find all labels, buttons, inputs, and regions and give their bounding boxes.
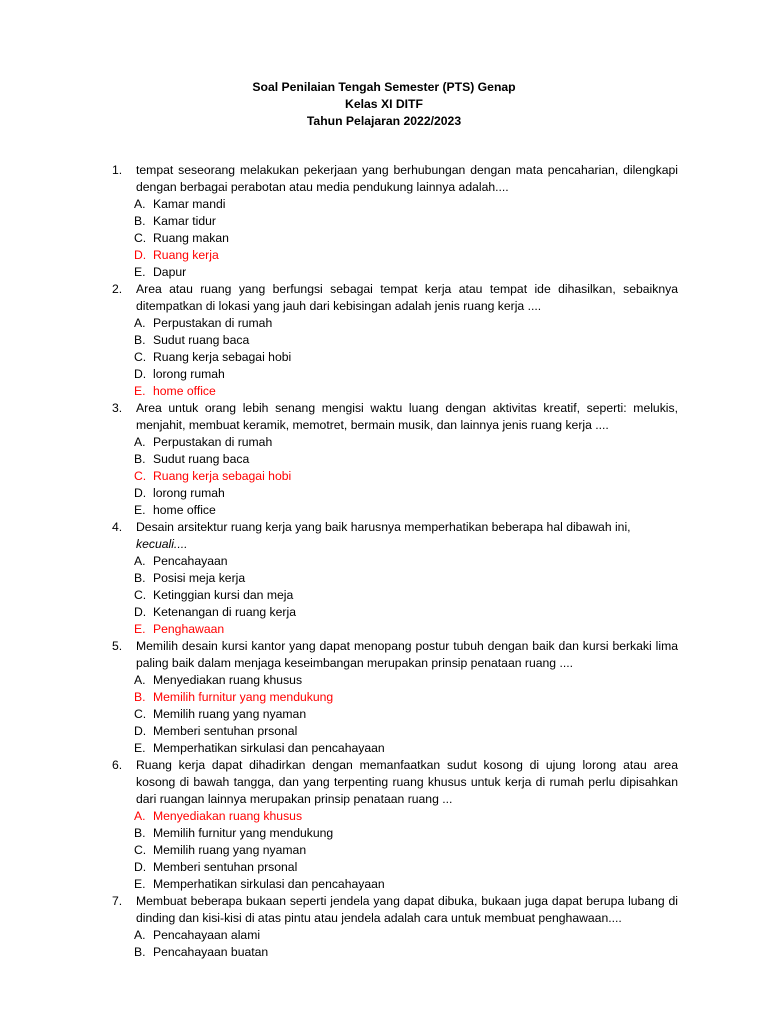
option-list [112,553,678,638]
question-number: 7. [112,894,123,908]
option-item-correct [134,247,678,264]
option-text: Memperhatikan sirkulasi dan pencahayaan [153,741,385,755]
option-text: Pencahayaan alami [153,928,261,942]
option-item [134,723,678,740]
option-letter: E. [134,265,146,279]
option-text: Sudut ruang baca [153,333,250,347]
question-item [112,638,678,757]
option-item [134,740,678,757]
option-item-correct [134,468,678,485]
option-letter: E. [134,877,146,891]
option-item [134,434,678,451]
question-item [112,281,678,400]
question-text-main: Membuat beberapa bukaan seperti jendela yang dapat dibuka, bukaan juga dapat berupa lubang di dinding dan kisi-kisi di atas pintu atau jendela adalah cara untuk membuat penghawaan.... [136,894,678,925]
option-item [134,213,678,230]
option-list [112,672,678,757]
option-letter: A. [134,197,146,211]
option-letter: C. [134,707,147,721]
question-number: 6. [112,758,123,772]
question-text-main: Ruang kerja dapat dihadirkan dengan memanfaatkan sudut kosong di ujung lorong atau area kosong di bawah tangga, dan yang terpenting ruang khusus untuk kerja di rumah perlu dipisahkan dari ruangan lainnya merupakan prinsip penataan ruang ... [136,758,678,806]
option-letter: B. [134,690,146,704]
option-text: Menyediakan ruang khusus [153,809,303,823]
question-text-main: tempat seseorang melakukan pekerjaan yang berhubungan dengan mata pencaharian, dilengkapi dengan berbagai perabotan atau media pendukung lainnya adalah.... [136,163,678,194]
option-letter: A. [134,809,146,823]
option-item [134,502,678,519]
option-item [134,859,678,876]
option-letter: E. [134,741,146,755]
option-text: Penghawaan [153,622,225,636]
question-text-main: Desain arsitektur ruang kerja yang baik harusnya memperhatikan beberapa hal dibawah ini, [136,520,631,534]
option-letter: D. [134,605,147,619]
option-letter: E. [134,503,146,517]
option-item [134,876,678,893]
option-list [112,927,678,961]
option-letter: C. [134,231,147,245]
option-text: Memberi sentuhan prsonal [153,860,298,874]
option-letter: B. [134,214,146,228]
option-letter: B. [134,826,146,840]
question-text [136,162,678,196]
option-text: Pencahayaan buatan [153,945,269,959]
option-text: home office [153,384,216,398]
option-text: Menyediakan ruang khusus [153,673,303,687]
option-item [134,672,678,689]
option-text: Perpustakan di rumah [153,435,273,449]
option-item [134,944,678,961]
option-item [134,927,678,944]
question-text [136,893,678,927]
option-item-correct [134,621,678,638]
option-letter: B. [134,571,146,585]
option-list [112,196,678,281]
option-text: Ketenangan di ruang kerja [153,605,296,619]
option-text: Posisi meja kerja [153,571,246,585]
option-item [134,706,678,723]
question-number: 4. [112,520,123,534]
question-item [112,757,678,893]
option-text: Memilih ruang yang nyaman [153,707,307,721]
header-class: Kelas XI DITF [345,97,423,111]
option-text: Ruang kerja sebagai hobi [153,350,292,364]
option-item-correct [134,808,678,825]
question-item [112,162,678,281]
option-letter: C. [134,843,147,857]
question-number: 5. [112,639,123,653]
option-text: Memperhatikan sirkulasi dan pencahayaan [153,877,385,891]
option-letter: E. [134,384,146,398]
option-item [134,315,678,332]
option-text: Memilih furnitur yang mendukung [153,826,334,840]
option-item [134,570,678,587]
option-letter: A. [134,316,146,330]
option-letter: B. [134,333,146,347]
question-item [112,400,678,519]
question-number: 1. [112,163,123,177]
option-item-correct [134,383,678,400]
question-text [136,638,678,672]
option-text: Memilih ruang yang nyaman [153,843,307,857]
option-list [112,808,678,893]
option-letter: A. [134,673,146,687]
option-item [134,349,678,366]
question-number: 3. [112,401,123,415]
option-text: Perpustakan di rumah [153,316,273,330]
option-letter: C. [134,469,147,483]
option-text: Pencahayaan [153,554,228,568]
option-letter: E. [134,622,146,636]
question-list [112,162,678,961]
option-letter: D. [134,248,147,262]
option-text: Memberi sentuhan prsonal [153,724,298,738]
option-text: lorong rumah [153,486,225,500]
option-list [112,434,678,519]
option-letter: A. [134,928,146,942]
option-item-correct [134,689,678,706]
option-text: Kamar mandi [153,197,226,211]
option-text: Memilih furnitur yang mendukung [153,690,334,704]
question-text [136,757,678,808]
option-item [134,825,678,842]
option-text: Sudut ruang baca [153,452,250,466]
option-letter: C. [134,350,147,364]
question-text [136,281,678,315]
option-text: Ruang kerja sebagai hobi [153,469,292,483]
option-letter: D. [134,724,147,738]
option-item [134,366,678,383]
option-text: Ketinggian kursi dan meja [153,588,294,602]
option-letter: B. [134,452,146,466]
question-text [136,519,678,553]
option-item [134,196,678,213]
option-list [112,315,678,400]
option-text: Ruang makan [153,231,229,245]
option-item [134,230,678,247]
option-item [134,553,678,570]
option-text: Kamar tidur [153,214,216,228]
option-text: lorong rumah [153,367,225,381]
question-item [112,519,678,638]
question-text-emphasis: kecuali.... [136,537,188,551]
header-title: Soal Penilaian Tengah Semester (PTS) Genap [252,80,516,94]
option-letter: A. [134,435,146,449]
option-item [134,332,678,349]
header-year: Tahun Pelajaran 2022/2023 [306,114,462,128]
option-item [134,842,678,859]
option-item [134,604,678,621]
option-text: home office [153,503,216,517]
question-item [112,893,678,961]
option-letter: D. [134,860,147,874]
question-number: 2. [112,282,123,296]
question-text [136,400,678,434]
question-text-main: Area untuk orang lebih senang mengisi waktu luang dengan aktivitas kreatif, seperti: melukis, menjahit, membuat keramik, memotret, bermain musik, dan lainnya jenis ruang kerja .... [136,401,678,432]
option-letter: A. [134,554,146,568]
option-item [134,451,678,468]
option-item [134,485,678,502]
option-text: Dapur [153,265,187,279]
question-text-main: Area atau ruang yang berfungsi sebagai tempat kerja atau tempat ide dihasilkan, sebaiknya ditempatkan di lokasi yang jauh dari kebisingan adalah jenis ruang kerja .... [136,282,678,313]
document-header [0,79,768,130]
option-item [134,587,678,604]
option-item [134,264,678,281]
option-letter: D. [134,486,147,500]
option-letter: C. [134,588,147,602]
option-letter: D. [134,367,147,381]
option-text: Ruang kerja [153,248,219,262]
option-letter: B. [134,945,146,959]
question-text-main: Memilih desain kursi kantor yang dapat menopang postur tubuh dengan baik dan kursi berkaki lima paling baik dalam menjaga keseimbangan merupakan prinsip penataan ruang .... [136,639,678,670]
